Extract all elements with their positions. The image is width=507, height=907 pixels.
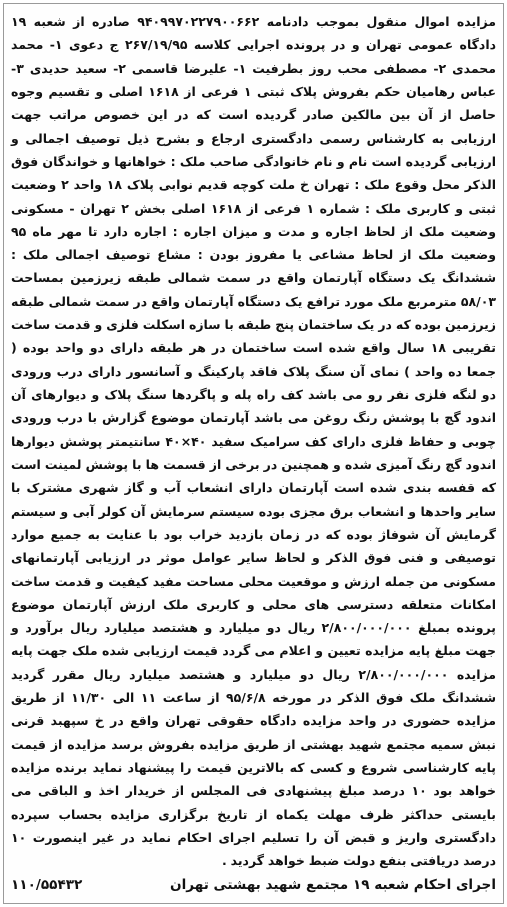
notice-reference-number: ۱۱۰/۵۵۴۳۲ [11, 877, 83, 893]
notice-footer [11, 877, 496, 893]
notice-body-text: مزایده اموال منقول بموجب دادنامه ۹۴۰۹۹۷۰۲۲۷۹۰۰۶۶۲ صادره از شعبه ۱۹ دادگاه عمومی تهران و در پرونده اجرایی کلاسه ۲۶۷/۱۹/۹۵ ج دعوی ۱- محمد محمدی ۲- مصطفی محب روز بطرفیت ۱- علیرضا قاسمی ۲- سعید حدیدی ۳- عباس رهامیان حکم بفروش پلاک ثبتی ۱ فرعی از ۱۶۱۸ اصلی و تقسیم وجوه حاصل از آن بین مالکین صادر گردیده است که در این خصوص مراتب جهت ارزیابی به کارشناس رسمی دادگستری ارجاع و بشرح ذیل توصیف اجمالی و ارزیابی گردیده است نام و نام خانوادگی صاحب ملک : خواهانها و خواندگان فوق الذکر محل وقوع ملک : تهران خ ملت کوچه قدیم نوابی پلاک ۱۸ واحد ۲ وضعیت ثبتی و کاربری ملک : شماره ۱ فرعی از ۱۶۱۸ اصلی بخش ۲ تهران - مسکونی وضعیت ملک از لحاظ اجاره و مدت و میزان اجاره : اجاره دارد تا مهر ماه ۹۵ وضعیت ملک از لحاظ مشاعی یا مفروز بودن : مشاع توصیف اجمالی ملک : ششدانگ یک دستگاه آپارتمان واقع در سمت شمالی طبقه زیرزمین بمساحت ۵۸/۰۳ مترمربع ملک مورد ترافع یک دستگاه آپارتمان واقع در سمت شمالی طبقه زیرزمین بوده که در یک ساختمان پنج طبقه با سازه اسکلت فلزی و قدمت ساخت تقریبی ۱۸ سال واقع شده است ساختمان در هر طبقه دارای دو واحد بوده ( جمعا ده واحد ) نمای آن سنگ پلاک فاقد پارکینگ و آسانسور دارای درب ورودی دو لنگه فلزی نفر رو می باشد کف راه پله و پاگردها سنگ پلاک و دیوارهای آن اندود گچ با پوشش رنگ روغن می باشد آپارتمان موضوع گزارش با درب ورودی چوبی و حفاظ فلزی دارای کف سرامیک سفید ۴۰×۴۰ سانتیمتر پوشش دیوارها اندود گچ رنگ آمیزی شده و همچنین در برخی از قسمت ها با پوشش لمینت است که قفسه بندی شده است آپارتمان دارای انشعاب آب و گاز شهری مشترک با سایر واحدها و انشعاب برق مجزی بوده سیستم سرمایش آن کولر آبی و سیستم گرمایش آن شوفاژ بوده که در زمان بازدید خراب بود با عنایت به جمیع موارد توصیفی و فنی فوق الذکر و لحاظ سایر عوامل موثر در ارزیابی آپارتمانهای مسکونی من جمله ارزش و موقعیت محلی مساحت مفید کیفیت و قدمت ساخت امکانات متعلقه دسترسی های محلی و کاربری ملک ارزش آپارتمان موضوع پرونده بمبلغ ۲/۸۰۰/۰۰۰/۰۰۰ ریال دو میلیارد و هشتصد میلیارد ریال برآورد و جهت مبلغ پایه مزایده تعیین و اعلام می گردد قیمت ارزیابی شده ملک جهت پایه مزایده ۲/۸۰۰/۰۰۰/۰۰۰ ریال دو میلیارد و هشتصد میلیارد ریال مقرر گردید ششدانگ ملک فوق الذکر در مورخه ۹۵/۶/۸ از ساعت ۱۱ الی ۱۱/۳۰ از طریق مزایده حضوری در واحد مزایده دادگاه حقوقی تهران واقع در خ سپهبد قرنی نبش سمیه مجتمع شهید بهشتی از طریق مزایده بفروش برسد مزایده از قیمت پایه کارشناسی شروع و کسی که بالاترین قیمت را پیشنهاد نماید برنده مزایده خواهد بود ۱۰ درصد مبلغ پیشنهادی فی المجلس از خریدار اخذ و الباقی می بایستی حداکثر ظرف مهلت یکماه از تاریخ برگزاری مزایده بحساب سپرده دادگستری واریز و قبض آن را تسلیم اجرای احکام نماید در غیر اینصورت ۱۰ درصد دریافتی بنفع دولت ضبط خواهد گردید . [11, 14, 497, 869]
auction-notice [3, 3, 504, 904]
notice-issuer: اجرای احکام شعبه ۱۹ مجتمع شهید بهشتی تهران [170, 877, 496, 893]
